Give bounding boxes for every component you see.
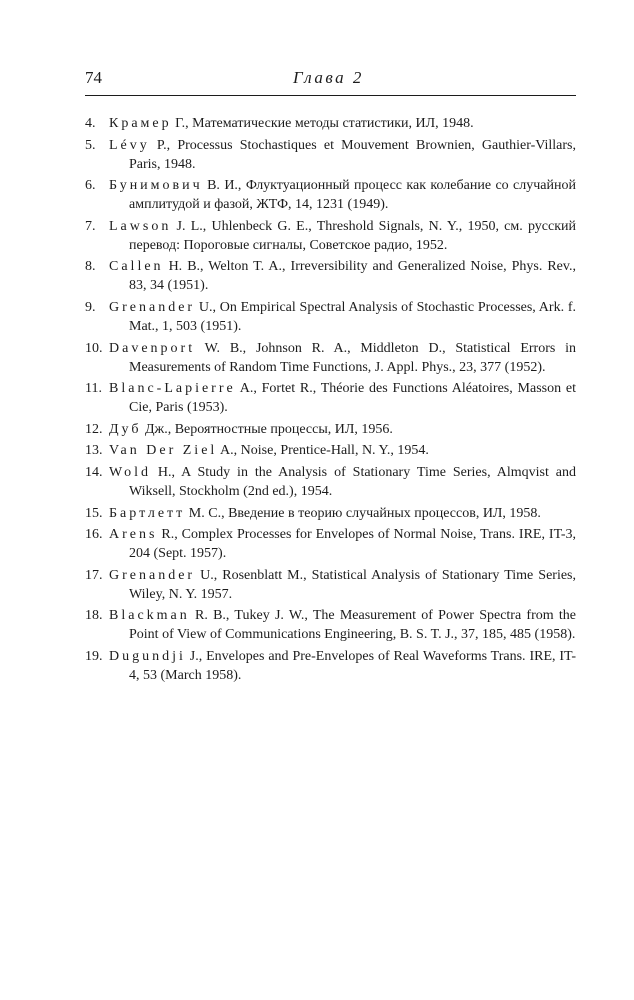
reference-item (85, 114, 576, 133)
reference-item (85, 420, 576, 439)
reference-author: Davenport (109, 340, 196, 356)
reference-number: 12. (85, 421, 103, 437)
reference-item (85, 379, 576, 417)
reference-number: 10. (85, 340, 103, 356)
reference-number: 8. (85, 259, 96, 275)
reference-item (85, 257, 576, 295)
reference-item (85, 298, 576, 336)
reference-author: Дуб (109, 421, 142, 437)
reference-text: R., Complex Processes for Envelopes of Normal Noise, Trans. IRE, IT-3, 204 (Sept. 1957). (129, 527, 576, 562)
reference-item (85, 606, 576, 644)
reference-text: H., A Study in the Analysis of Stationary Time Series, Almqvist and Wiksell, Stockholm (2nd ed.), 1954. (129, 464, 576, 499)
reference-author: Wold (109, 464, 151, 480)
reference-author: Dugundji (109, 648, 186, 664)
reference-author: Крамер (109, 116, 172, 131)
reference-item (85, 176, 576, 214)
reference-text: J. L., Uhlenbeck G. E., Threshold Signals, N. Y., 1950, см. русский перевод: Пороговые сигналы, Советское радио, 1952. (129, 218, 576, 253)
reference-item (85, 339, 576, 377)
reference-number: 19. (85, 648, 103, 664)
reference-number: 17. (85, 567, 103, 583)
reference-author: Blanc-Lapierre (109, 381, 236, 397)
reference-author: Van Der Ziel (109, 443, 218, 459)
reference-text: P., Processus Stochastiques et Mouvement Brownien, Gauthier-Villars, Paris, 1948. (129, 137, 576, 172)
reference-text: A., Noise, Prentice-Hall, N. Y., 1954. (217, 443, 429, 459)
reference-number: 11. (85, 381, 102, 397)
reference-number: 6. (85, 178, 96, 194)
header-rule (85, 95, 576, 96)
reference-number: 4. (85, 116, 96, 131)
reference-number: 7. (85, 218, 96, 234)
reference-text: W. B., Johnson R. A., Middleton D., Statistical Errors in Measurements of Random Time Functions, J. Appl. Phys., 23, 377 (1952). (129, 340, 576, 375)
reference-number: 16. (85, 527, 103, 543)
reference-number: 15. (85, 505, 103, 521)
reference-author: Lawson (109, 218, 172, 234)
page-number: 74 (85, 68, 102, 87)
reference-item (85, 217, 576, 255)
reference-text: В. И., Флуктуационный процесс как колебание со случайной амплитудой и фазой, ЖТФ, 14, 1231 (1949). (129, 178, 576, 213)
reference-text: R. B., Tukey J. W., The Measurement of Power Spectra from the Point of View of Communications Engineering, B. S. T. J., 37, 185, 485 (1958). (129, 608, 576, 643)
running-head: Глава 2 (293, 68, 364, 87)
reference-item (85, 136, 576, 174)
reference-number: 14. (85, 464, 103, 480)
reference-author: Grenander (109, 567, 196, 583)
reference-author: Lévy (109, 137, 150, 153)
reference-author: Callen (109, 259, 164, 275)
reference-author: Grenander (109, 299, 196, 315)
reference-text: Дж., Вероятностные процессы, ИЛ, 1956. (141, 421, 393, 437)
reference-text: U., On Empirical Spectral Analysis of Stochastic Processes, Ark. f. Mat., 1, 503 (1951). (129, 299, 576, 334)
reference-list (85, 114, 576, 688)
reference-author: Blackman (109, 608, 190, 624)
reference-item (85, 525, 576, 563)
reference-text: М. С., Введение в теорию случайных процессов, ИЛ, 1958. (185, 505, 541, 521)
reference-text: H. B., Welton T. A., Irreversibility and Generalized Noise, Phys. Rev., 83, 34 (1951). (129, 259, 576, 294)
reference-text: A., Fortet R., Théorie des Functions Aléatoires, Masson et Cie, Paris (1953). (129, 381, 576, 416)
reference-item (85, 441, 576, 460)
reference-number: 5. (85, 137, 96, 153)
reference-number: 18. (85, 608, 103, 624)
reference-number: 9. (85, 299, 96, 315)
reference-author: Бартлетт (109, 505, 186, 521)
reference-author: Arens (109, 527, 158, 543)
reference-item (85, 647, 576, 685)
reference-author: Бунимович (109, 178, 203, 194)
reference-text: U., Rosenblatt M., Statistical Analysis of Stationary Time Series, Wiley, N. Y. 1957. (129, 567, 576, 602)
reference-item (85, 463, 576, 501)
reference-number: 13. (85, 443, 103, 459)
reference-item (85, 566, 576, 604)
reference-item (85, 504, 576, 523)
reference-text: Г., Математические методы статистики, ИЛ, 1948. (171, 116, 474, 131)
reference-text: J., Envelopes and Pre-Envelopes of Real Waveforms Trans. IRE, IT-4, 53 (March 1958). (129, 648, 576, 683)
